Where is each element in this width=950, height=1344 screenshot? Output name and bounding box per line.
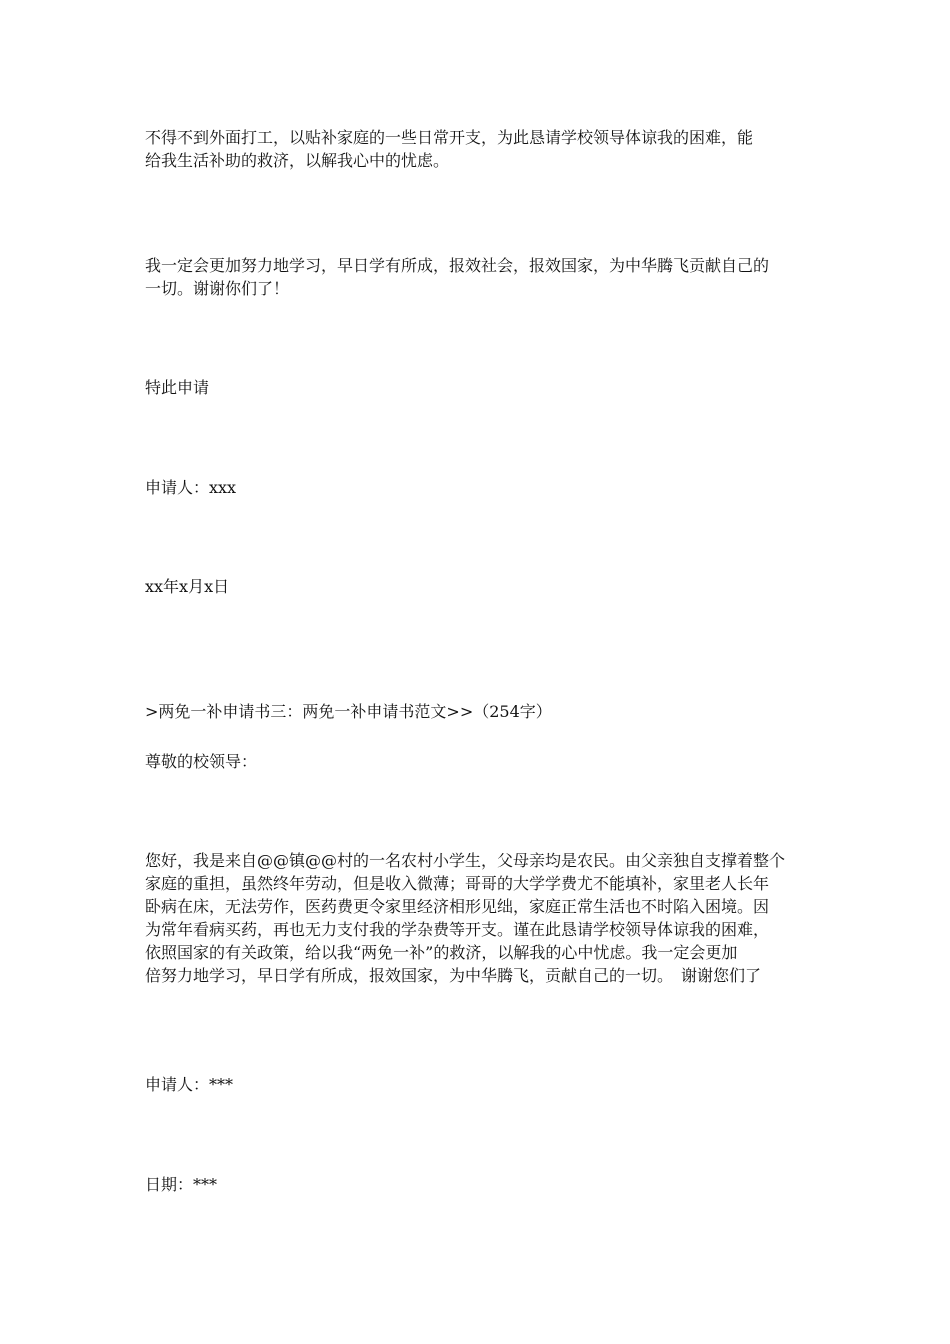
date-line: xx年x月x日 [145,577,230,596]
paragraph-application-body [145,849,815,987]
text-line: 不得不到外面打工，以贴补家庭的一些日常开支，为此恳请学校领导体谅我的困难，能 [145,128,754,147]
salutation: 尊敬的校领导： [145,752,258,771]
text-line: 依照国家的有关政策，给以我“两免一补”的救济，以解我的心中忧虑。我一定会更加 [145,943,738,962]
text-line: 家庭的重担，虽然终年劳动，但是收入微薄；哥哥的大学学费尤不能填补，家里老人长年 [145,874,770,893]
paragraph-hardship-continued [145,126,815,172]
text-line: 给我生活补助的救济，以解我心中的忧虑。 [145,151,450,170]
text-line: 我一定会更加努力地学习，早日学有所成，报效社会，报效国家，为中华腾飞贡献自己的 [145,256,770,275]
section-heading: >两免一补申请书三：两免一补申请书范文>>（254字） [145,702,552,721]
applicant-line-2: 申请人：*** [145,1075,234,1094]
closing-phrase: 特此申请 [145,378,210,397]
text-line: 为常年看病买药，再也无力支付我的学杂费等开支。谨在此恳请学校领导体谅我的困难， [145,920,770,939]
text-line: 一切。谢谢你们了！ [145,279,290,298]
text-line: 卧病在床，无法劳作，医药费更令家里经济相形见绌，家庭正常生活也不时陷入困境。因 [145,897,770,916]
paragraph-promise [145,254,815,300]
text-line: 您好，我是来自@@镇@@村的一名农村小学生，父母亲均是农民。由父亲独自支撑着整个 [145,851,786,870]
applicant-line: 申请人：xxx [145,478,237,497]
date-line-2: 日期：*** [145,1175,218,1194]
text-line: 倍努力地学习，早日学有所成，报效国家，为中华腾飞，贡献自己的一切。 谢谢您们了 [145,966,762,985]
